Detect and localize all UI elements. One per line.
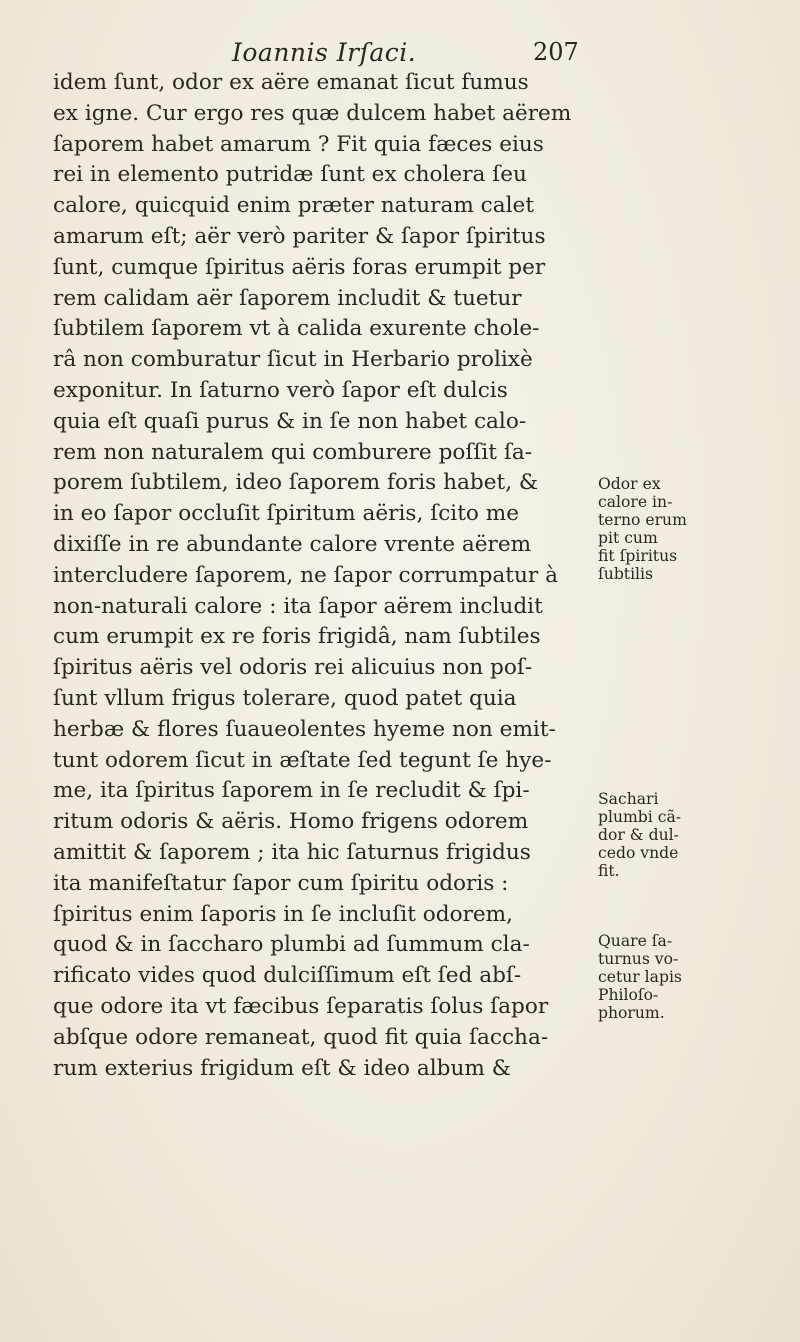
marginal-note-line: Quare ſa- bbox=[598, 932, 673, 950]
marginal-note-line: cetur lapis bbox=[598, 968, 682, 986]
text-line: ſpiritus aëris vel odoris rei alicuius non poſ- bbox=[53, 655, 533, 681]
text-line: herbæ & flores ſuaueolentes hyeme non emit- bbox=[53, 716, 556, 742]
text-line: ſaporem habet amarum ? Fit quia fæces eius bbox=[53, 131, 544, 157]
text-line: rum exterius frigidum eſt & ideo album & bbox=[53, 1055, 511, 1081]
text-line: in eo ſapor occluſit ſpiritum aëris, ſcito me bbox=[53, 501, 519, 527]
text-line: cum erumpit ex re foris frigidâ, nam ſubtiles bbox=[53, 624, 541, 650]
text-line: râ non comburatur ſicut in Herbario prolixè bbox=[53, 347, 533, 373]
marginal-note-line: phorum. bbox=[598, 1004, 665, 1022]
text-line: intercludere ſaporem, ne ſapor corrumpatur à bbox=[53, 562, 558, 588]
text-line: ſunt vllum frigus tolerare, quod patet quia bbox=[53, 685, 517, 711]
marginal-note-odor bbox=[598, 475, 758, 583]
text-line: ſubtilem ſaporem vt à calida exurente chole- bbox=[53, 316, 540, 342]
marginal-note-line: Philoſo- bbox=[598, 986, 659, 1004]
text-line: amittit & ſaporem ; ita hic ſaturnus frigidus bbox=[53, 839, 531, 865]
running-title: Ioannis Irſaci. bbox=[232, 38, 417, 67]
text-line: porem ſubtilem, ideo ſaporem foris habet, & bbox=[53, 470, 539, 496]
marginal-note-line: pit cum bbox=[598, 529, 658, 547]
text-line: que odore ita vt fæcibus ſeparatis ſolus ſapor bbox=[53, 993, 549, 1019]
main-text-block bbox=[53, 68, 579, 1084]
text-line: ex igne. Cur ergo res quæ dulcem habet aërem bbox=[53, 100, 572, 126]
marginal-note-sacchari bbox=[598, 790, 758, 880]
text-line: ritum odoris & aëris. Homo frigens odorem bbox=[53, 809, 529, 835]
marginal-note-saturnus bbox=[598, 932, 758, 1022]
text-line: amarum eſt; aër verò pariter & ſapor ſpiritus bbox=[53, 223, 546, 249]
text-line: rificato vides quod dulciſſimum eſt ſed abſ- bbox=[53, 963, 522, 989]
marginal-note-line: Odor ex bbox=[598, 475, 661, 493]
marginal-note-line: dor & dul- bbox=[598, 826, 679, 844]
text-line: ita manifeſtatur ſapor cum ſpiritu odoris : bbox=[53, 870, 509, 896]
marginal-note-line: turnus vo- bbox=[598, 950, 679, 968]
text-line: non-naturali calore : ita ſapor aërem includit bbox=[53, 593, 543, 619]
marginal-note-line: Sachari bbox=[598, 790, 659, 808]
text-line: exponitur. In ſaturno verò ſapor eſt dulcis bbox=[53, 377, 508, 403]
marginal-note-line: terno erum bbox=[598, 511, 687, 529]
text-line: rem non naturalem qui comburere poſſit ſa- bbox=[53, 439, 532, 465]
text-line: idem ſunt, odor ex aëre emanat ſicut fumus bbox=[53, 70, 529, 95]
page-number: 207 bbox=[533, 38, 579, 66]
text-line: ſpiritus enim ſaporis in ſe incluſit odorem, bbox=[53, 901, 514, 927]
text-line: me, ita ſpiritus ſaporem in ſe recludit & ſpi- bbox=[53, 778, 530, 804]
text-line: dixiſſe in re abundante calore vrente aërem bbox=[53, 531, 532, 557]
marginal-note-line: calore in- bbox=[598, 493, 673, 511]
marginal-note-line: cedo vnde bbox=[598, 844, 679, 862]
text-line: quia eſt quaſi purus & in ſe non habet calo- bbox=[53, 408, 527, 434]
marginal-note-line: plumbi cã- bbox=[598, 808, 682, 826]
text-line: rei in elemento putridæ ſunt ex cholera ſeu bbox=[53, 162, 527, 188]
marginal-note-line: fit. bbox=[598, 862, 620, 880]
text-line: rem calidam aër ſaporem includit & tuetur bbox=[53, 285, 522, 311]
marginal-note-line: fit ſpiritus bbox=[598, 547, 678, 565]
text-line: quod & in ſaccharo plumbi ad ſummum cla- bbox=[53, 932, 530, 958]
text-line: ſunt, cumque ſpiritus aëris foras erumpit per bbox=[53, 254, 546, 280]
text-line: calore, quicquid enim præter naturam calet bbox=[53, 193, 535, 219]
text-line: abſque odore remaneat, quod fit quia ſaccha- bbox=[53, 1024, 549, 1050]
marginal-note-line: ſubtilis bbox=[598, 565, 654, 583]
text-line: tunt odorem ſicut in æſtate ſed tegunt ſe hye- bbox=[53, 747, 552, 773]
